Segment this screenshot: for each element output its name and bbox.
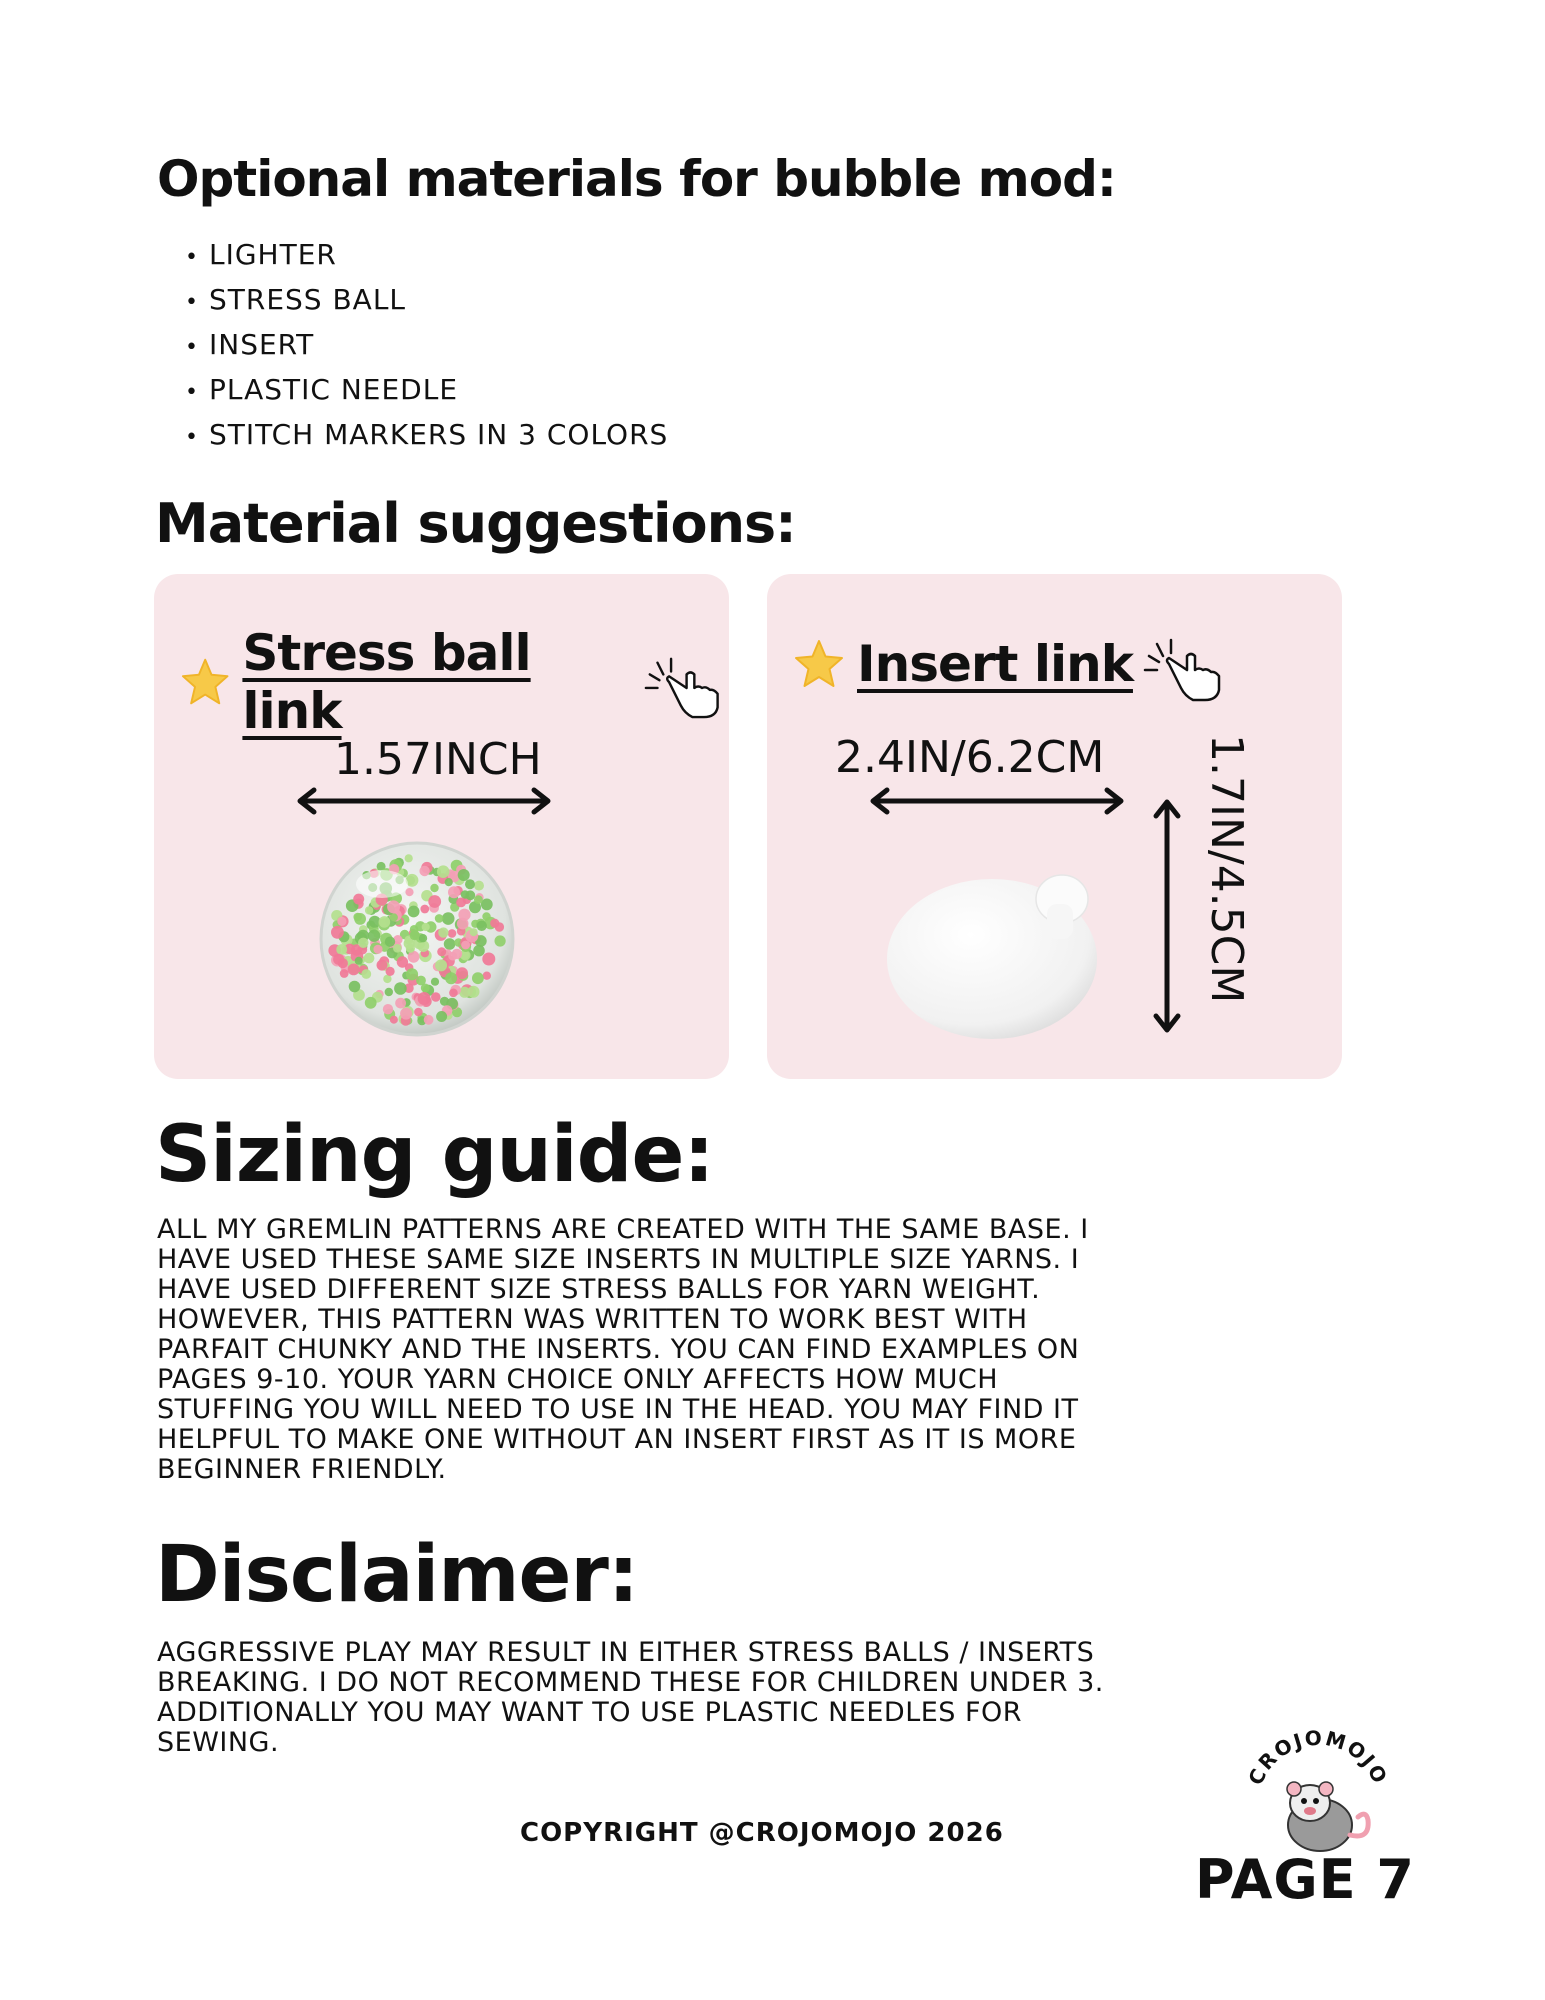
bead: [418, 992, 431, 1005]
list-item: • INSERT: [185, 328, 315, 361]
bead: [405, 854, 413, 862]
bead: [422, 923, 430, 931]
bead: [377, 960, 388, 971]
width-arrow: [294, 786, 554, 816]
insert-link[interactable]: Insert link: [857, 635, 1133, 693]
page-number: PAGE 7: [1195, 1848, 1415, 1911]
bead: [448, 886, 460, 898]
bead: [336, 944, 347, 955]
bead: [421, 984, 430, 993]
bead: [394, 982, 407, 995]
disclaimer-heading: Disclaimer:: [155, 1530, 639, 1620]
stress-ball-dimension: 1.57INCH: [334, 734, 542, 785]
list-item: • STITCH MARKERS IN 3 COLORS: [185, 418, 669, 451]
bead: [355, 957, 363, 965]
bead: [495, 922, 504, 931]
stress-ball-image: [317, 839, 517, 1039]
bead: [365, 906, 373, 914]
bead: [444, 938, 456, 950]
bead: [472, 972, 484, 984]
bead: [393, 944, 402, 953]
bead: [495, 935, 506, 946]
bead: [379, 916, 391, 928]
bead: [449, 989, 458, 998]
optional-materials-heading: Optional materials for bubble mod:: [157, 150, 1116, 208]
bead: [468, 986, 480, 998]
bead: [465, 879, 475, 889]
bead: [395, 998, 406, 1009]
bead: [400, 1008, 412, 1020]
bead: [385, 988, 393, 996]
bead: [474, 895, 483, 904]
bead: [474, 881, 484, 891]
svg-text:CROJOMOJO: CROJOMOJO: [1243, 1725, 1393, 1789]
bead: [435, 914, 444, 923]
insert-image: [887, 844, 1117, 1044]
bead: [390, 1016, 398, 1024]
material-suggestions-heading: Material suggestions:: [155, 492, 796, 555]
disclaimer-text: AGGRESSIVE PLAY MAY RESULT IN EITHER STRESS BALLS / INSERTS BREAKING. I DO NOT RECOMMEND THESE FOR CHILDREN UNDER 3. ADDITIONALLY YOU MAY WANT TO USE PLASTIC NEEDLES FOR SEWING.: [157, 1637, 1104, 1758]
bead: [424, 1015, 434, 1025]
stress-ball-card: [154, 574, 729, 1079]
bead: [383, 1004, 393, 1014]
bead: [331, 926, 344, 939]
bead: [435, 959, 447, 971]
sizing-guide-text: ALL MY GREMLIN PATTERNS ARE CREATED WITH THE SAME BASE. I HAVE USED THESE SAME SIZE INSERTS IN MULTIPLE SIZE YARNS. I HAVE USED DIFFERENT SIZE STRESS BALLS FOR YARN WEIGHT. HOWEVER, THIS PATTERN WAS WRITTEN TO WORK BEST WITH PARFAIT CHUNKY AND THE INSERTS. YOU CAN FIND EXAMPLES ON PAGES 9-10. YOUR YARN CHOICE ONLY AFFECTS HOW MUCH STUFFING YOU WILL NEED TO USE IN THE HEAD. YOU MAY FIND IT HELPFUL TO MAKE ONE WITHOUT AN INSERT FIRST AS IT IS MORE BEGINNER FRIENDLY.: [157, 1214, 1089, 1485]
star-icon: [793, 638, 845, 690]
insert-card: [767, 574, 1342, 1079]
bead: [419, 866, 429, 876]
bead: [406, 968, 418, 980]
bead: [420, 905, 429, 914]
bead: [430, 884, 438, 892]
bead: [387, 900, 400, 913]
bead: [386, 967, 395, 976]
list-item: • STRESS BALL: [185, 283, 407, 316]
height-arrow: [1147, 796, 1187, 1036]
bead: [448, 952, 457, 961]
bead: [349, 981, 361, 993]
bead: [333, 954, 344, 965]
insert-link-row: [793, 624, 1231, 704]
bead: [373, 945, 382, 954]
bead: [448, 929, 457, 938]
bead: [340, 969, 349, 978]
bead: [419, 934, 427, 942]
bead: [457, 918, 469, 930]
bead: [456, 967, 468, 979]
bead: [364, 953, 375, 964]
bead: [348, 964, 360, 976]
bead: [337, 917, 346, 926]
bead: [408, 906, 420, 918]
bead: [458, 869, 470, 881]
optional-materials-list: [185, 232, 668, 457]
bead: [445, 972, 457, 984]
copyright-text: COPYRIGHT @CROJOMOJO 2026: [520, 1818, 1004, 1848]
bead: [361, 969, 371, 979]
bead: [409, 930, 419, 940]
bead: [405, 888, 413, 896]
insert-height-dimension: 1.7IN/4.5CM: [1201, 734, 1252, 1004]
bead: [437, 865, 450, 878]
list-item: • PLASTIC NEEDLE: [185, 373, 459, 406]
bead: [365, 997, 377, 1009]
bead: [482, 912, 490, 920]
bead: [436, 1011, 447, 1022]
bead: [385, 937, 395, 947]
insert-width-dimension: 2.4IN/6.2CM: [835, 732, 1105, 783]
bead: [368, 930, 380, 942]
star-icon: [180, 656, 230, 708]
crojomojo-logo: [1240, 1725, 1395, 1855]
bead: [437, 947, 446, 956]
bead: [442, 912, 455, 925]
bead: [354, 913, 366, 925]
bead: [414, 1008, 423, 1017]
bead: [482, 953, 495, 966]
bead: [483, 972, 491, 980]
pointing-hand-icon: [1141, 634, 1231, 704]
width-arrow: [867, 786, 1127, 816]
bead: [358, 938, 368, 948]
bead: [470, 928, 478, 936]
stress-ball-link-row: [180, 624, 729, 740]
stress-ball-link[interactable]: Stress ball link: [242, 624, 531, 740]
bead: [461, 941, 470, 950]
bead: [431, 992, 441, 1002]
bead: [456, 898, 466, 908]
bead: [353, 894, 364, 905]
bead: [445, 878, 453, 886]
list-item: • LIGHTER: [185, 238, 337, 271]
bead: [477, 921, 487, 931]
bead: [461, 890, 470, 899]
pointing-hand-icon: [642, 652, 729, 722]
bead: [438, 927, 448, 937]
bead: [431, 978, 439, 986]
bead: [428, 895, 441, 908]
sizing-guide-heading: Sizing guide:: [155, 1110, 714, 1200]
